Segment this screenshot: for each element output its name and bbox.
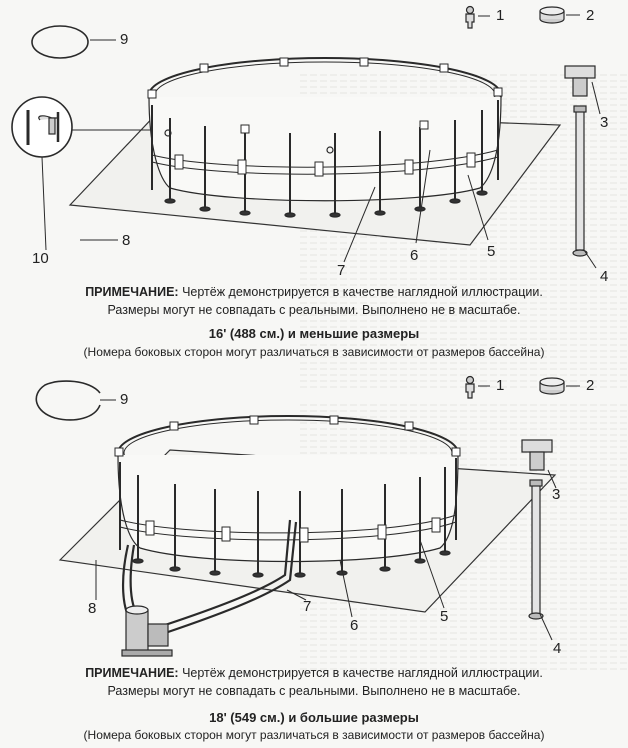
top-note-text-1: Чертёж демонстрируется в качестве наглядной иллюстрации.: [182, 285, 543, 299]
top-note-line-1: [0, 285, 628, 299]
top-size-title: 16' (488 см.) и меньшие размеры: [208, 326, 420, 341]
plug-icon: [466, 7, 474, 29]
cap-icon-2: [540, 378, 564, 394]
top-note-line-2: Размеры могут не совпадать с реальными. Выполнено не в масштабе.: [107, 303, 521, 317]
bottom-note-line-2: Размеры могут не совпадать с реальными. Выполнено не в масштабе.: [107, 684, 521, 698]
callout-6-top: 6: [410, 247, 419, 264]
callout-5-bottom: 5: [440, 608, 449, 625]
callout-8-top: 8: [122, 232, 131, 249]
callout-9-top: 9: [120, 31, 129, 48]
grommet-icon-2: [36, 381, 100, 420]
callout-7-bottom: 7: [303, 598, 312, 615]
callout-1-top: 1: [496, 7, 505, 24]
callout-2-top: 2: [586, 7, 595, 24]
top-size-subtitle: (Номера боковых сторон могут различаться в зависимости от размеров бассейна): [83, 345, 545, 359]
callout-5-top: 5: [487, 243, 496, 260]
callout-2-bottom: 2: [586, 377, 595, 394]
callout-4-bottom: 4: [553, 640, 562, 657]
grommet-icon: [32, 26, 88, 58]
cap-icon: [540, 7, 564, 23]
bottom-note-text-1: Чертёж демонстрируется в качестве наглядной иллюстрации.: [182, 666, 543, 680]
callout-1-bottom: 1: [496, 377, 505, 394]
bottom-size-subtitle: (Номера боковых сторон могут различаться в зависимости от размеров бассейна): [83, 728, 545, 742]
callout-10: 10: [32, 250, 49, 267]
plug-icon-2: [466, 377, 474, 399]
callout-7-top: 7: [337, 262, 346, 279]
filter-pump-icon: [122, 606, 172, 656]
callout-3-bottom: 3: [552, 486, 561, 503]
top-note-label: ПРИМЕЧАНИЕ:: [85, 285, 179, 299]
detail-circle-icon: [12, 97, 72, 157]
bottom-size-title: 18' (549 см.) и большие размеры: [209, 710, 419, 725]
bottom-note-label: ПРИМЕЧАНИЕ:: [85, 666, 179, 680]
bottom-note-line-1: [0, 666, 628, 680]
pool-liner-top: [149, 97, 501, 201]
callout-4-top: 4: [600, 268, 609, 285]
callout-8-bottom: 8: [88, 600, 97, 617]
callout-6-bottom: 6: [350, 617, 359, 634]
callout-9-bottom: 9: [120, 391, 129, 408]
callout-3-top: 3: [600, 114, 609, 131]
